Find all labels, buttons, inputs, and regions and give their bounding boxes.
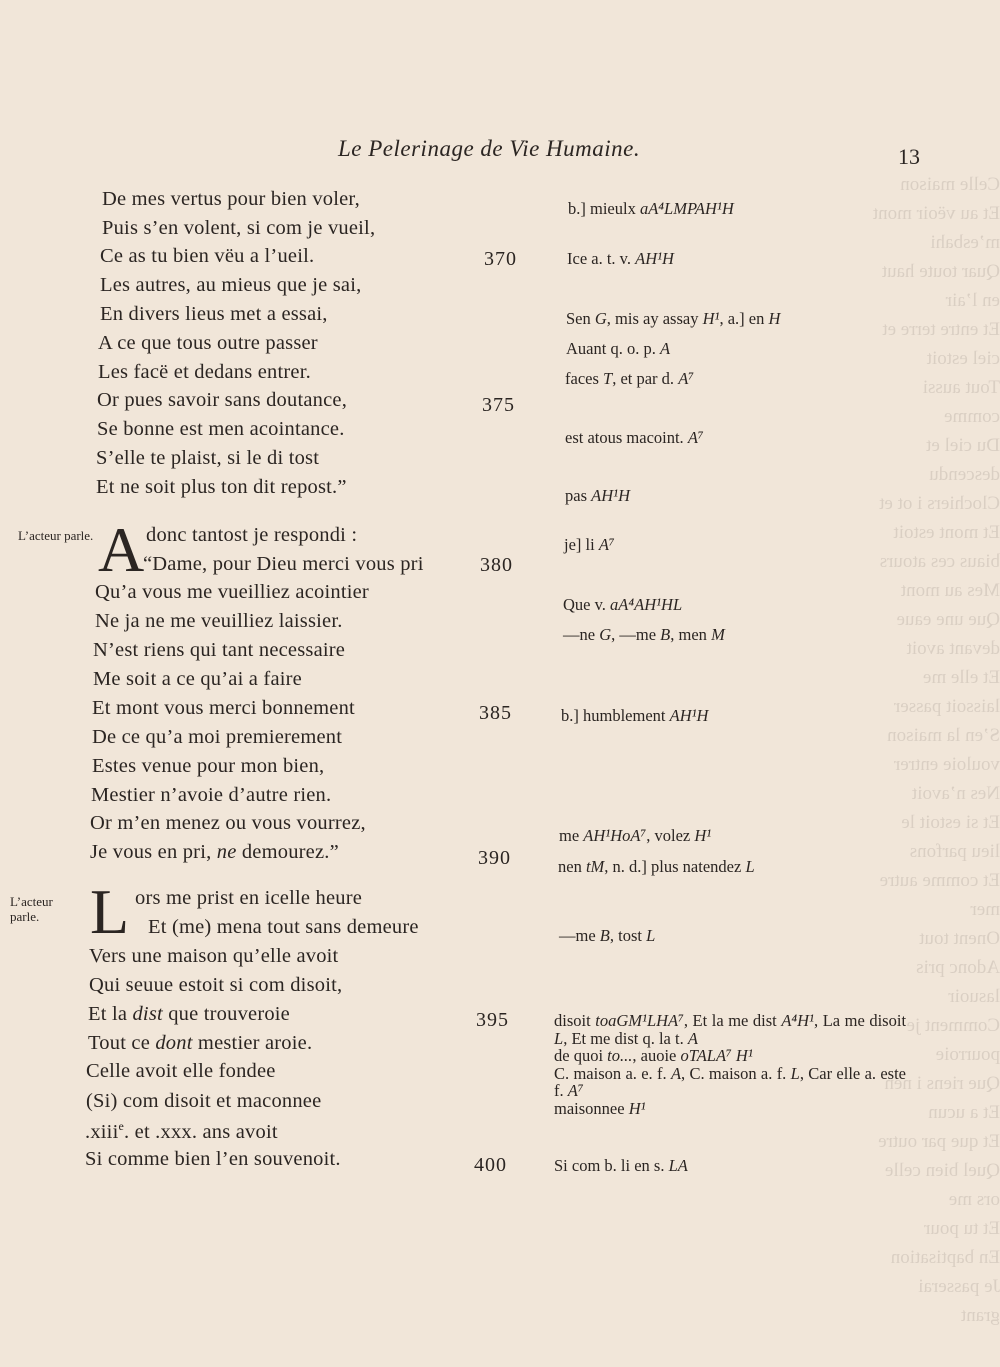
verse-line: Je vous en pri, ne demourez.” — [90, 841, 339, 863]
variant-note: b.] humblement AH¹H — [561, 706, 709, 725]
margin-note: L’acteur parle. — [18, 528, 94, 543]
margin-note: L’acteur parle. — [10, 894, 53, 924]
line-number: 385 — [479, 702, 512, 724]
verse-line: donc tantost je respondi : — [146, 524, 358, 546]
variant-note: —me B, tost L — [559, 926, 656, 945]
verse-line: (Si) com disoit et maconnee — [86, 1090, 322, 1112]
verse-line: .xiii$^e$. et .xxx. ans avoit — [85, 1119, 278, 1143]
verse-line: Tout ce dont mestier aroie. — [88, 1032, 313, 1054]
variant-note: pas AH¹H — [565, 486, 630, 505]
verse-line: En divers lieus met a essai, — [100, 303, 328, 325]
verse-line: Puis s’en volent, si com je vueil, — [102, 217, 376, 239]
verse-line: Et (me) mena tout sans demeure — [148, 916, 419, 938]
verse-line: ors me prist en icelle heure — [135, 887, 363, 909]
variant-note: Si com b. li en s. LA — [554, 1156, 688, 1175]
verse-line: Ne ja ne me veuilliez laissier. — [95, 610, 343, 632]
verse-line: Et mont vous merci bonnement — [92, 697, 355, 719]
line-number: 400 — [474, 1154, 507, 1176]
verse-line: Si comme bien l’en souvenoit. — [85, 1148, 341, 1170]
verse-line: De mes vertus pour bien voler, — [102, 188, 360, 210]
variant-note: Auant q. o. p. A — [566, 339, 671, 358]
verse-line: Celle avoit elle fondee — [86, 1060, 276, 1082]
verse-line: S’elle te plaist, si le di tost — [96, 447, 320, 469]
verse-line: Les autres, au mieus que je sai, — [100, 274, 362, 296]
verse-line: Qu’a vous me vueilliez acointier — [95, 581, 369, 603]
variant-note: b.] mieulx aA⁴LMPAH¹H — [568, 199, 734, 218]
verse-line: Me soit a ce qu’ai a faire — [93, 668, 302, 690]
line-number: 380 — [480, 554, 513, 576]
verse-line: Or m’en menez ou vous vourrez, — [90, 812, 366, 834]
variant-note: Que v. aA⁴AH¹HL — [563, 595, 683, 614]
line-number: 395 — [476, 1009, 509, 1031]
bleed-through-text: Celle maison Et au vëoir mont m’esbahi Quar toute haut en l’air Et entre terre et ciel estoit Tout aussi comme Du ciel et descendu Clochiers i ot et Et mont estoit biaus ces atours Mes au mont Que une eaue devant avoit Et elle me laissoit passer S’en la maison vouloie entrer Nes n’avoit Et si estoit le lieu parfons Et comme autre mer Onent tout Adonc pris lasuoir Comment je pourroie Que riens i nen Et a ucun Et que par outre Quel bien celle ors me Et tu pour En baptisation Je passerai grant — [872, 174, 1000, 1326]
verse-line: N’est riens qui tant necessaire — [93, 639, 346, 661]
verse-line: “Dame, pour Dieu merci vous pri — [143, 553, 424, 575]
running-head: Le Pelerinage de Vie Humaine. — [338, 136, 641, 161]
page-number: 13 — [898, 144, 920, 169]
variant-note: me AH¹HoA⁷, volez H¹ — [559, 826, 712, 845]
verse-line: Ce as tu bien vëu a l’ueil. — [100, 245, 315, 267]
variant-note: faces T, et par d. A⁷ — [565, 369, 695, 388]
variant-note: Sen G, mis ay assay H¹, a.] en H — [566, 309, 781, 328]
variant-note: est atous macoint. A⁷ — [565, 428, 704, 447]
verse-line: Estes venue pour mon bien, — [92, 755, 325, 777]
variant-note: disoit toaGM¹LHA⁷, Et la me dist A⁴H¹, La me disoit L, Et me dist q. la t. A de quoi to..., auoie oTALA⁷ H¹ C. maison a. e. f. A, C. maison a. f. L, Car elle a. este f. A⁷ maisonnee H¹ — [554, 1011, 907, 1118]
line-number: 370 — [484, 248, 517, 270]
verse-line: De ce qu’a moi premierement — [92, 726, 343, 748]
variant-note: je] li A⁷ — [564, 535, 615, 554]
variant-note: —ne G, —me B, men M — [563, 625, 725, 644]
drop-cap: A — [98, 514, 145, 585]
line-number: 390 — [478, 847, 511, 869]
verse-line: Et la dist que trouveroie — [88, 1003, 290, 1025]
variant-note: nen tM, n. d.] plus natendez L — [558, 857, 755, 876]
verse-line: Se bonne est men acointance. — [97, 418, 345, 440]
drop-cap: L — [90, 876, 130, 947]
variant-note: Ice a. t. v. AH¹H — [567, 249, 674, 268]
verse-line: A ce que tous outre passer — [98, 332, 318, 354]
verse-line: Qui seuue estoit si com disoit, — [89, 974, 343, 996]
verse-line: Vers une maison qu’elle avoit — [89, 945, 339, 967]
verse-line: Mestier n’avoie d’autre rien. — [91, 784, 332, 806]
verse-line: Les facë et dedans entrer. — [98, 361, 311, 383]
verse-line: Or pues savoir sans doutance, — [97, 389, 348, 411]
line-number: 375 — [482, 394, 515, 416]
verse-line: Et ne soit plus ton dit repost.” — [96, 476, 347, 498]
